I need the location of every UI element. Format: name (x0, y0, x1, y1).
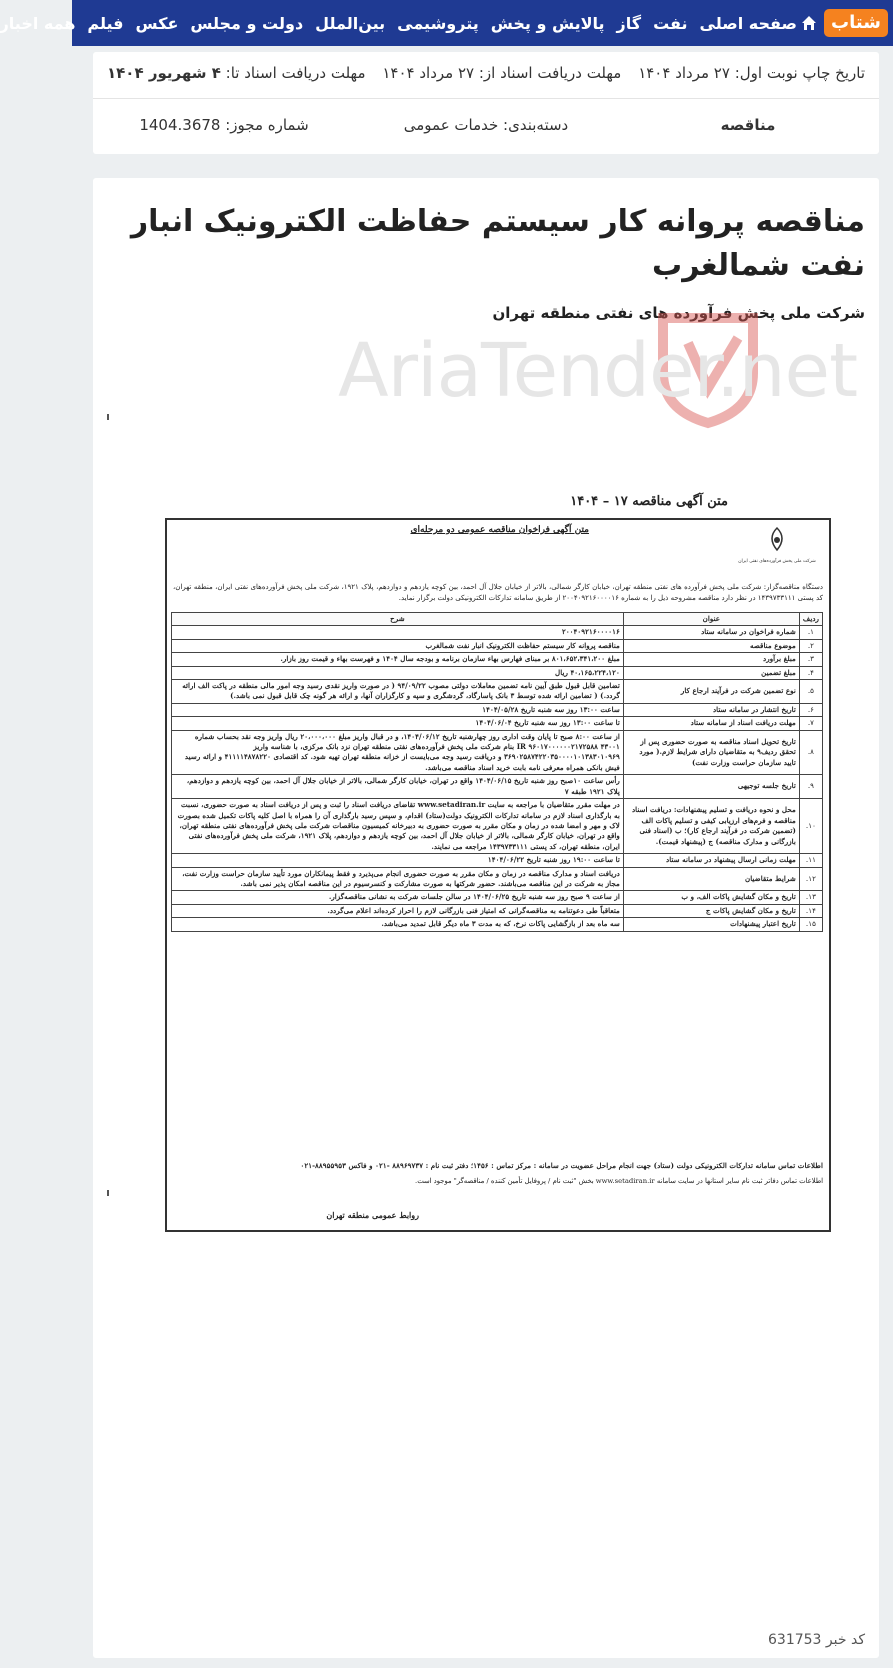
table-cell-ttl: تاریخ و مکان گشایش پاکات ج (623, 904, 799, 917)
news-code: کد خبر 631753 (768, 1632, 865, 1648)
site-logo[interactable] (819, 0, 893, 46)
document-intro: دستگاه مناقصه‌گزار: شرکت ملی پخش فرآورده های نفتی منطقه تهران، خیابان کارگر شمالی، بالاتر از خیابان جلال آل احمد، بین کوچه یازدهم و دوازدهم، پلاک ۱۹۲۱، شرکت ملی پخش فرآورده‌های نفتی ایران، منطقه تهران، کد پستی ۱۴۳۹۷۳۳۱۱۱ در نظر دارد مناقصه مشروحه ذیل را به شماره ۲۰۰۴۰۹۲۱۶۰۰۰۰۱۶ از طریق سامانه تدارکات الکترونیکی دولت برگزار نماید. (173, 583, 823, 602)
nav-item-label: گاز (616, 13, 642, 33)
receive-to-label: مهلت دریافت اسناد تا: (225, 64, 366, 82)
table-cell-ttl: تاریخ و مکان گشایش پاکات الف، و ب (623, 891, 799, 904)
col-row-header: ردیف (799, 613, 822, 626)
table-cell-desc: ساعت ۱۳:۰۰ روز سه شنبه تاریخ ۱۴۰۴/۰۵/۲۸ (172, 703, 624, 716)
table-cell-desc: در مهلت مقرر متقاضیان با مراجعه به سایت www.setadiran.ir تقاضای دریافت اسناد را ثبت و پس از دریافت اسناد به صورت حضوری، نسبت به بارگذاری اسناد لازم در سامانه تدارکات الکترونیک دولت(ستاد) اقدام، و سپس رسید بارگذاری آن را همراه با اصل کلیه پاکات تکمیل شده بصورت لاک و مهر و امضا شده در زمان و مکان مقرر به صورت حضوری به دبیرخانه کمیسیون مناقصات شرکت ملی پخش فرآورده‌های نفتی منطقه تهران، واقع در تهران، خیابان کارگر شمالی، بالاتر از خیابان جلال آل احمد، بین کوچه یازدهم و دوازدهم، پلاک ۱۹۲۱، شرکت ملی پخش فرآورده‌های نفتی ایران، منطقه تهران، کد پستی ۱۴۳۹۷۳۳۱۱۱ مراجعه می نمایند. (172, 799, 624, 854)
logo-text: شتاب (824, 9, 888, 37)
table-header-row (172, 613, 823, 626)
table-row (172, 775, 823, 799)
table-cell-desc: مناقصه پروانه کار سیستم حفاظت الکترونیک انبار نفت شمالغرب (172, 639, 624, 652)
table-cell-num: ۲. (799, 639, 822, 652)
nav-item-4[interactable] (397, 14, 479, 33)
nav-item-9[interactable] (0, 14, 75, 33)
table-cell-num: ۱۰. (799, 799, 822, 854)
setad-contact-info: اطلاعات تماس سامانه تدارکات الکترونیکی دولت (ستاد) جهت انجام مراحل عضویت در سامانه : مرکز تماس : ۱۴۵۶؛ دفتر ثبت نام : ۸۸۹۶۹۷۳۷ -۰۲۱ و فاکس ۸۸۹۵۵۹۵۳-۰۲۱ (300, 1161, 823, 1170)
table-cell-desc: متعاقباً طی دعوتنامه به مناقصه‌گرانی که امتیاز فنی بازرگانی لازم را احراز کرده‌اند اعلام می‌گردد. (172, 904, 624, 917)
table-cell-num: ۶. (799, 703, 822, 716)
info-divider (93, 98, 879, 99)
organization-name: شرکت ملی پخش فرآورده های نفتی منطقه تهران (492, 304, 865, 322)
nav-item-label: بین‌الملل (315, 13, 386, 33)
license-number: شماره مجوز: 1404.3678 (139, 116, 309, 134)
table-cell-num: ۳. (799, 653, 822, 666)
table-row (172, 918, 823, 931)
table-row (172, 653, 823, 666)
table-cell-num: ۱۳. (799, 891, 822, 904)
table-cell-ttl: مبلغ برآورد (623, 653, 799, 666)
table-cell-desc: از ساعت ۸:۰۰ صبح تا پایان وقت اداری روز چهارشنبه تاریخ ۱۴۰۴/۰۶/۱۲، و در قبال واریز مبلغ ۲۰،۰۰۰،۰۰۰ ریال واریز وجه نقد بحساب شماره ۴۳۰۰۱ ۹۶۰۱۷۰۰۰۰۰۰۲۱۷۲۵۸۸ IR بنام شرکت ملی پخش فرآورده‌های نفتی منطقه تهران نزد بانک مرکزی، با شناسه واریز ۳۶۹۰۲۵۸۷۴۲۲۰۳۵۰۰۰۰۱۰۱۳۸۳۰۱۰۹۶۹ و دریافت رسید وجه می‌بایست از خزانه منطقه تهران تهیه شود. کد اقتصادی ۴۱۱۱۱۴۸۷۸۲۲۰ و ارائه رسید فیش بانکی همراه معرفی نامه بابت خرید اسناد مناقصه می‌باشد. (172, 730, 624, 775)
table-cell-ttl: نوع تضمین شرکت در فرآیند ارجاع کار (623, 680, 799, 704)
table-cell-desc: ۴۰،۱۶۵،۲۲۴،۱۲۰ ریال (172, 666, 624, 679)
table-row (172, 904, 823, 917)
home-icon (801, 15, 817, 31)
table-cell-ttl: مبلغ تضمین (623, 666, 799, 679)
tender-article (93, 178, 879, 1658)
table-cell-num: ۱۵. (799, 918, 822, 931)
nav-item-label: پالایش و پخش (490, 13, 605, 33)
table-cell-ttl: محل و نحوه دریافت و تسلیم پیشنهادات: دریافت اسناد مناقصه و فرم‌های ارزیابی کیفی و تسلیم پاکات الف (تضمین شرکت در فرآیند ارجاع کار)؛ ب (اسناد فنی بازرگانی و مدارک مناقصه) ج (پیشنهاد قیمت). (623, 799, 799, 854)
table-cell-desc: ۲۰۰۴۰۹۲۱۶۰۰۰۰۱۶ (172, 626, 624, 639)
table-cell-desc: تضامین قابل قبول طبق آیین نامه تضمین معاملات دولتی مصوب ۹۴/۰۹/۲۲ ( در صورت واریز نقدی رسید وجه امور مالی منطقه در پاکت الف ارائه گردد.) ( تضامین ارائه شده توسط ۳ بانک پاسارگاد، گردشگری و سپه و کارگزاران آنها، و ارائه هر گونه چک قابل قبول نمی باشد.) (172, 680, 624, 704)
nav-item-7[interactable] (136, 14, 179, 33)
print-date: تاریخ چاپ نوبت اول: ۲۷ مرداد ۱۴۰۴ (638, 64, 865, 82)
table-row (172, 867, 823, 891)
table-cell-num: ۴. (799, 666, 822, 679)
nav-item-label: عکس (135, 13, 179, 33)
document-heading: متن آگهی مناقصه ۱۷ – ۱۴۰۴ (570, 494, 728, 509)
company-emblem-icon (738, 524, 816, 572)
table-row (172, 626, 823, 639)
tender-document-image (133, 468, 833, 1238)
table-cell-num: ۷. (799, 717, 822, 730)
table-cell-num: ۱۲. (799, 867, 822, 891)
table-cell-desc: از ساعت ۹ صبح روز سه شنبه تاریخ ۱۴۰۴/۰۶/۲۵ در سالن جلسات شرکت به نشانی مناقصه‌گزار. (172, 891, 624, 904)
nav-item-label: دولت و مجلس (190, 13, 304, 33)
nav-item-2[interactable] (617, 14, 642, 33)
table-cell-num: ۱۴. (799, 904, 822, 917)
table-cell-num: ۹. (799, 775, 822, 799)
receive-to-date (107, 64, 366, 82)
table-cell-num: ۸. (799, 730, 822, 775)
tender-details-table (171, 612, 823, 932)
table-row (172, 680, 823, 704)
nav-item-1[interactable] (653, 14, 687, 33)
tender-type: مناقصه (720, 116, 776, 134)
nav-item-label: نفت (653, 13, 688, 33)
table-row (172, 799, 823, 854)
document-subheading: متن آگهی فراخوان مناقصه عمومی دو مرحله‌ای (410, 525, 589, 535)
table-cell-ttl: تاریخ انتشار در سامانه ستاد (623, 703, 799, 716)
col-title-header: عنوان (623, 613, 799, 626)
table-row (172, 666, 823, 679)
nav-item-5[interactable] (315, 14, 385, 33)
table-cell-ttl: مهلت دریافت اسناد از سامانه ستاد (623, 717, 799, 730)
receive-to-value: ۴ شهریور ۱۴۰۴ (107, 64, 221, 82)
emblem-caption: شرکت ملی پخش فرآورده‌های نفتی ایران (738, 559, 816, 564)
table-cell-ttl: شماره فراخوان در سامانه ستاد (623, 626, 799, 639)
document-frame (165, 518, 831, 1232)
table-cell-desc: دریافت اسناد و مدارک مناقصه در زمان و مکان مقرر به صورت حضوری انجام می‌پذیرد و فقط پیمانکاران مورد تأیید سازمان حراست وزارت نفت، مجاز به شرکت در این مناقصه می‌باشند. حضور شرکتها به صورت مشارکت و کنسرسیوم در این مناقصه امکان پذیر نمی باشد. (172, 867, 624, 891)
nav-item-0[interactable] (700, 14, 817, 33)
table-cell-ttl: تاریخ جلسه توجیهی (623, 775, 799, 799)
table-cell-num: ۱. (799, 626, 822, 639)
nav-item-label: همه اخبار (0, 13, 76, 33)
table-cell-desc: رأس ساعت ۱۰صبح روز شنبه تاریخ ۱۴۰۴/۰۶/۱۵ واقع در تهران، خیابان کارگر شمالی، بالاتر از خیابان جلال آل احمد، بین کوچه یازدهم و دوازدهم، پلاک ۱۹۲۱ طبقه ۷ (172, 775, 624, 799)
top-navigation (0, 0, 893, 46)
table-row (172, 730, 823, 775)
nav-item-3[interactable] (491, 14, 605, 33)
scan-mark (107, 414, 109, 420)
article-title: مناقصه پروانه کار سیستم حفاظت الکترونیک انبار نفت شمالغرب (130, 204, 865, 283)
nav-item-label: فیلم (87, 13, 124, 33)
table-cell-desc: تا ساعت ۱۳:۰۰ روز سه شنبه تاریخ ۱۴۰۴/۰۶/۰۴ (172, 717, 624, 730)
table-cell-num: ۱۱. (799, 854, 822, 867)
table-cell-ttl: موضوع مناقصه (623, 639, 799, 652)
tender-category: دسته‌بندی: خدمات عمومی (403, 116, 569, 134)
nav-menu (0, 0, 817, 46)
registration-offices-info: اطلاعات تماس دفاتر ثبت نام سایر استانها در سایت سامانه www.setadiran.ir بخش "ثبت نام / پروفایل تأمین کننده / مناقصه‌گر" موجود است. (415, 1177, 823, 1185)
nav-item-label: صفحه اصلی (699, 13, 797, 33)
public-relations-signature: روابط عمومی منطقه تهران (326, 1210, 419, 1220)
table-cell-ttl: مهلت زمانی ارسال پیشنهاد در سامانه ستاد (623, 854, 799, 867)
nav-item-6[interactable] (190, 14, 303, 33)
nav-item-label: پتروشیمی (397, 13, 479, 33)
receive-from-date: مهلت دریافت اسناد از: ۲۷ مرداد ۱۴۰۴ (382, 64, 622, 82)
watermark-text: AriaTender.net (338, 328, 858, 414)
nav-item-8[interactable] (87, 14, 123, 33)
table-row (172, 891, 823, 904)
table-cell-desc: سه ماه بعد از بازگشایی پاکات نرخ، که به مدت ۳ ماه دیگر قابل تمدید می‌باشد. (172, 918, 624, 931)
tender-info-card (93, 52, 879, 154)
table-cell-ttl: تاریخ تحویل اسناد مناقصه به صورت حضوری پس از تحقق ردیف۹ به متقاضیان دارای شرایط لازم.( مورد تایید سازمان حراست وزارت نفت) (623, 730, 799, 775)
table-row (172, 854, 823, 867)
table-cell-ttl: تاریخ اعتبار پیشنهادات (623, 918, 799, 931)
col-desc-header: شرح (172, 613, 624, 626)
scan-mark (107, 1190, 109, 1196)
table-row (172, 703, 823, 716)
table-cell-desc: تا ساعت ۱۹:۰۰ روز شنبه تاریخ ۱۴۰۴/۰۶/۲۲ (172, 854, 624, 867)
table-row (172, 717, 823, 730)
table-cell-num: ۵. (799, 680, 822, 704)
table-row (172, 639, 823, 652)
table-cell-desc: مبلغ ۸۰۱،۶۵۲،۳۴۱،۲۰۰ بر مبنای فهارس بهاء سازمان برنامه و بودجه سال ۱۴۰۴ و فهرست بهاء و قیمت روز بازار. (172, 653, 624, 666)
table-cell-ttl: شرایط متقاضیان (623, 867, 799, 891)
